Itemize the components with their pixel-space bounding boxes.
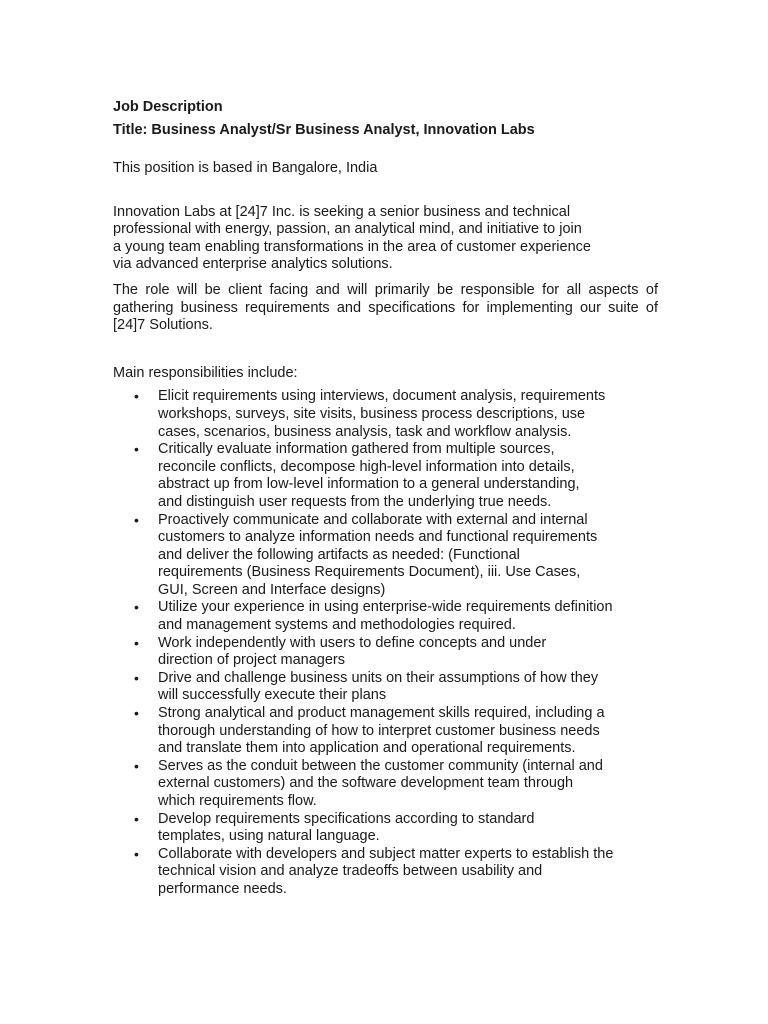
list-item-text: Drive and challenge business units on their assumptions of how they will successfully execute their plans [158, 669, 599, 704]
bullet-icon: • [134, 441, 139, 458]
list-item-text: Work independently with users to define concepts and under direction of project managers [158, 634, 547, 669]
job-title: Title: Business Analyst/Sr Business Analyst, Innovation Labs [113, 122, 535, 138]
list-item-text: Utilize your experience in using enterprise-wide requirements definition and management systems and methodologies required. [158, 599, 613, 634]
bullet-icon: • [134, 757, 139, 774]
list-item-text: Collaborate with developers and subject matter experts to establish the technical vision and analyze tradeoffs between usability and performance needs. [158, 845, 614, 897]
bullet-icon: • [134, 511, 139, 528]
responsibilities-list [113, 388, 658, 898]
list-item [113, 599, 613, 634]
intro-paragraph: Innovation Labs at [24]7 Inc. is seeking a senior business and technical professional with energy, passion, an analytical mind, and initiative to join a young team enabling transformations in the area of customer experience via advanced enterprise analytics solutions. [113, 203, 591, 273]
list-item-text: Critically evaluate information gathered from multiple sources, reconcile conflicts, decompose high-level information into details, abstract up from low-level information to a general understanding, and distinguish user requests from the underlying true needs. [158, 441, 580, 510]
list-item [113, 635, 603, 670]
list-item [113, 811, 588, 846]
list-item-text: Strong analytical and product management skills required, including a thorough understanding of how to interpret customer business needs and translate them into application and operational requirements. [158, 705, 605, 757]
list-item [113, 441, 603, 511]
list-item-text: Elicit requirements using interviews, document analysis, requirements workshops, surveys, site visits, business process descriptions, use cases, scenarios, business analysis, task and workflow analysis. [158, 388, 606, 440]
list-item-text: Serves as the conduit between the customer community (internal and external customers) and the software development team through which requirements flow. [158, 757, 603, 809]
responsibilities-label: Main responsibilities include: [113, 364, 298, 381]
list-item [113, 758, 613, 811]
list-item [113, 670, 603, 705]
bullet-icon: • [134, 634, 139, 651]
bullet-icon: • [134, 599, 139, 616]
list-item [113, 512, 606, 600]
document-page [113, 96, 658, 899]
list-item [113, 846, 620, 899]
bullet-icon: • [134, 810, 139, 827]
bullet-icon: • [134, 388, 139, 405]
document-heading: Job Description [113, 99, 223, 115]
role-paragraph: The role will be client facing and will primarily be responsible for all aspects of gathering business requirements and specifications for implementing our suite of [24]7 Solutions. [113, 281, 658, 334]
bullet-icon: • [134, 705, 139, 722]
bullet-icon: • [134, 845, 139, 862]
bullet-icon: • [134, 669, 139, 686]
list-item [113, 705, 618, 758]
list-item [113, 388, 613, 441]
list-item-text: Proactively communicate and collaborate with external and internal customers to analyze information needs and functional requirements and deliver the following artifacts as needed: (Functional requirements (Business Requirements Document), iii. Use Cases, GUI, Screen and Interface designs) [158, 511, 598, 598]
location-paragraph: This position is based in Bangalore, India [113, 160, 378, 176]
list-item-text: Develop requirements specifications according to standard templates, using natural language. [158, 810, 535, 845]
